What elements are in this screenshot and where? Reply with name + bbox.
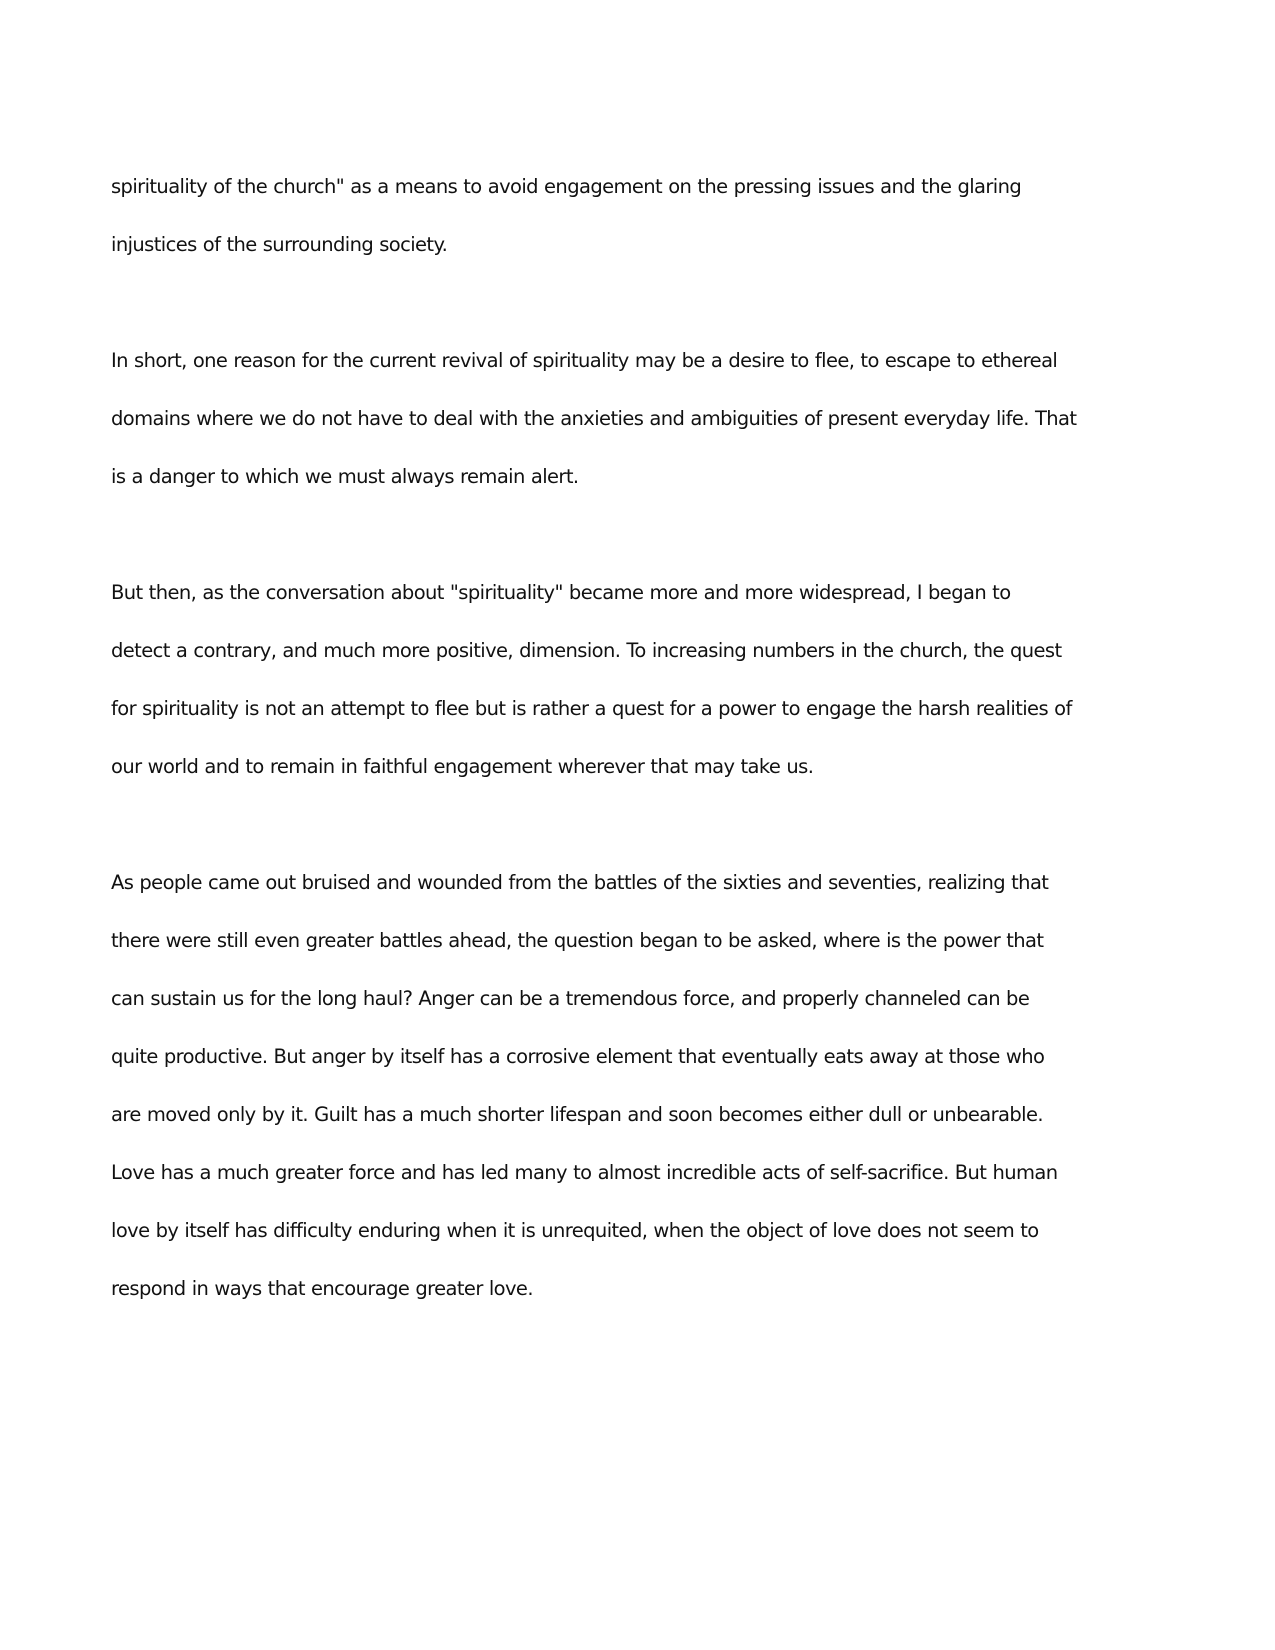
paragraph-3-line-1: But then, as the conversation about "spirituality" became more and more widespread, I began to (111, 581, 1011, 604)
paragraph-4-line-3: can sustain us for the long haul? Anger can be a tremendous force, and properly channeled can be (111, 987, 1030, 1010)
paragraph-4-line-6: Love has a much greater force and has led many to almost incredible acts of self-sacrifice. But human (111, 1161, 1058, 1184)
paragraph-4-line-7: love by itself has difficulty enduring when it is unrequited, when the object of love does not seem to (111, 1219, 1039, 1242)
paragraph-2-line-1: In short, one reason for the current revival of spirituality may be a desire to flee, to escape to ethereal (111, 349, 1058, 372)
paragraph-1-line-2: injustices of the surrounding society. (111, 233, 448, 256)
paragraph-4-line-2: there were still even greater battles ahead, the question began to be asked, where is the power that (111, 929, 1044, 952)
paragraph-1-line-1: spirituality of the church" as a means to avoid engagement on the pressing issues and the glaring (111, 175, 1022, 198)
paragraph-3-line-3: for spirituality is not an attempt to flee but is rather a quest for a power to engage the harsh realities of (111, 697, 1072, 720)
paragraph-3-line-4: our world and to remain in faithful engagement wherever that may take us. (111, 755, 814, 778)
paragraph-3-line-2: detect a contrary, and much more positive, dimension. To increasing numbers in the church, the quest (111, 639, 1062, 662)
paragraph-2-line-3: is a danger to which we must always remain alert. (111, 465, 579, 488)
paragraph-4-line-1: As people came out bruised and wounded from the battles of the sixties and seventies, realizing that (111, 871, 1049, 894)
paragraph-4-line-8: respond in ways that encourage greater love. (111, 1277, 533, 1300)
paragraph-2-line-2: domains where we do not have to deal with the anxieties and ambiguities of present everyday life. That (111, 407, 1077, 430)
paragraph-4-line-4: quite productive. But anger by itself has a corrosive element that eventually eats away at those who (111, 1045, 1045, 1068)
paragraph-4-line-5: are moved only by it. Guilt has a much shorter lifespan and soon becomes either dull or unbearable. (111, 1103, 1043, 1126)
